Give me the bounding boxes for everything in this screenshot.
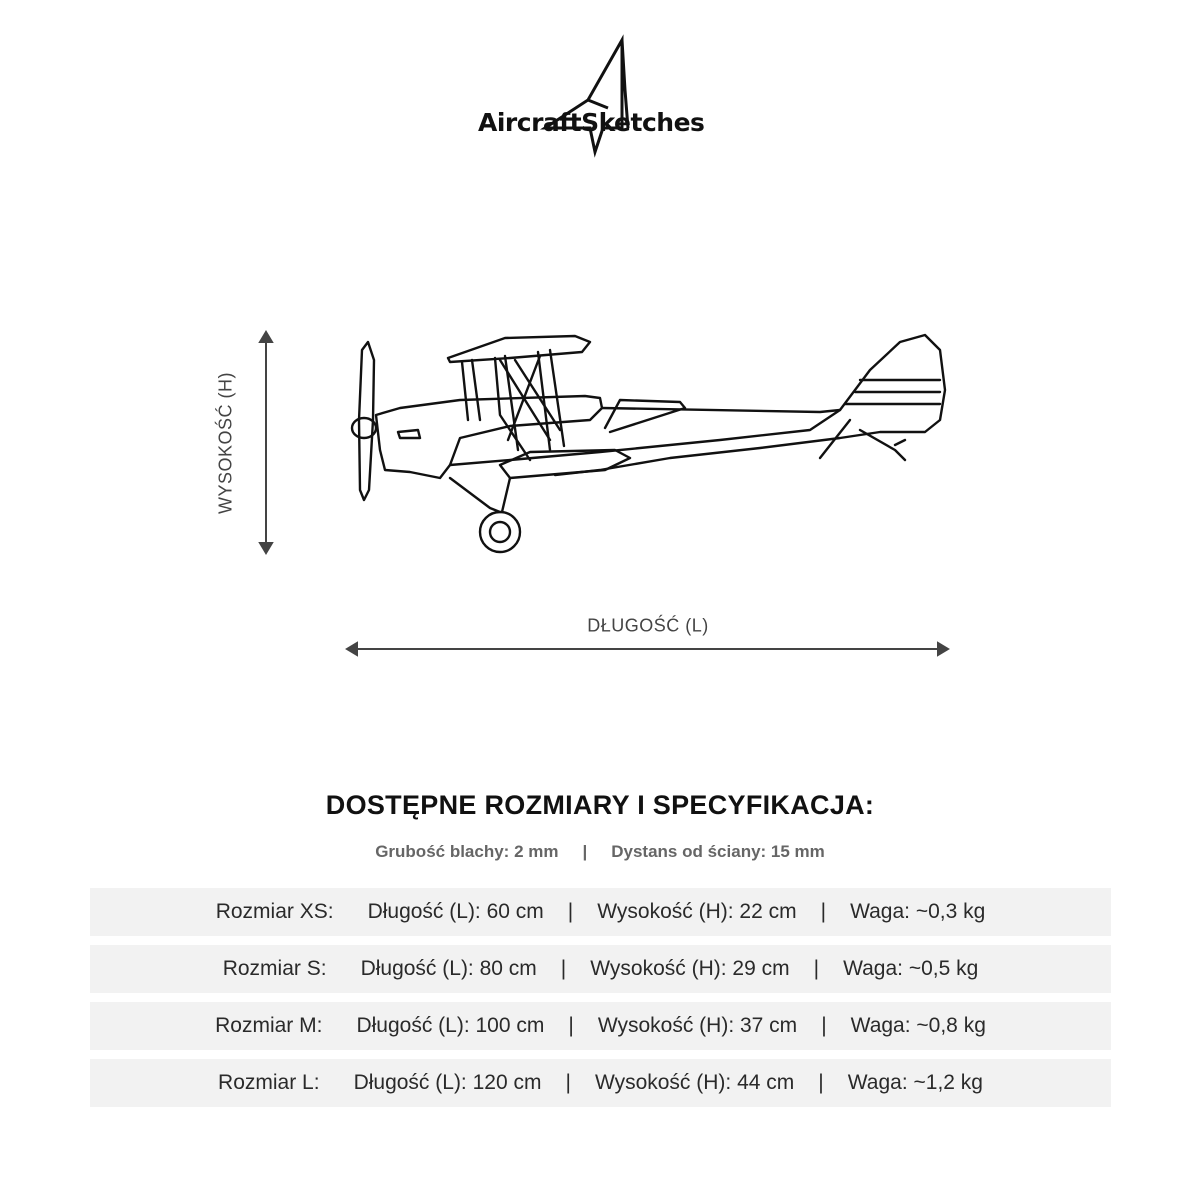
logo-mark-icon (470, 30, 730, 160)
size-label: Rozmiar XS: (215, 900, 334, 923)
brand-logo (470, 30, 730, 160)
size-height: Wysokość (H): 29 cm (590, 957, 790, 980)
separator: | (560, 957, 567, 980)
size-length: Długość (L): 100 cm (356, 1014, 545, 1037)
size-length: Długość (L): 80 cm (360, 957, 537, 980)
size-label: Rozmiar L: (218, 1071, 320, 1094)
height-dimension-label: WYSOKOŚĆ (H) (215, 371, 236, 515)
size-weight: Waga: ~0,5 kg (843, 957, 979, 980)
size-weight: Waga: ~0,8 kg (850, 1014, 986, 1037)
specs-subtitle (0, 842, 1200, 862)
wall-distance: Dystans od ściany: 15 mm (611, 842, 825, 861)
size-weight: Waga: ~0,3 kg (850, 900, 986, 923)
size-height: Wysokość (H): 44 cm (594, 1071, 795, 1094)
size-label: Rozmiar S: (222, 957, 327, 980)
size-length: Długość (L): 60 cm (367, 900, 544, 923)
height-dimension-arrow (255, 330, 277, 555)
separator: | (582, 842, 588, 861)
size-length: Długość (L): 120 cm (353, 1071, 542, 1094)
biplane-illustration (340, 320, 960, 570)
size-label: Rozmiar M: (215, 1014, 323, 1037)
length-dimension-label: DŁUGOŚĆ (L) (587, 615, 709, 636)
specs-title: DOSTĘPNE ROZMIARY I SPECYFIKACJA: (325, 790, 875, 820)
separator: | (567, 900, 574, 923)
size-weight: Waga: ~1,2 kg (847, 1071, 983, 1094)
length-dimension-arrow (345, 638, 950, 660)
size-row-s (90, 945, 1111, 993)
size-height: Wysokość (H): 37 cm (597, 1014, 798, 1037)
separator: | (820, 900, 827, 923)
separator: | (813, 957, 820, 980)
separator: | (565, 1071, 571, 1094)
sheet-thickness: Grubość blachy: 2 mm (375, 842, 559, 861)
logo-wordmark: AircraftSketches (478, 108, 705, 137)
size-table (90, 888, 1111, 1116)
size-row-m (90, 1002, 1111, 1050)
size-height: Wysokość (H): 22 cm (597, 900, 797, 923)
separator: | (568, 1014, 574, 1037)
size-row-xs (90, 888, 1111, 936)
separator: | (821, 1014, 827, 1037)
size-row-l (90, 1059, 1111, 1107)
separator: | (818, 1071, 824, 1094)
